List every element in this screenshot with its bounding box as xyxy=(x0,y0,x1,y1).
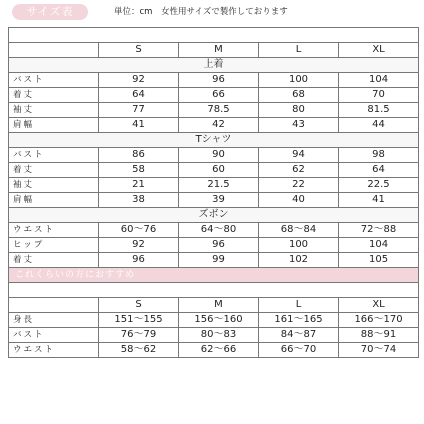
cell: 43 xyxy=(259,118,339,133)
table-row xyxy=(9,178,419,193)
cell: 166～170 xyxy=(339,313,419,328)
cell: 100 xyxy=(259,73,339,88)
size-xl: XL xyxy=(339,298,419,313)
cell: 76～79 xyxy=(99,328,179,343)
row-label: バスト xyxy=(9,148,99,163)
pants-section-row xyxy=(9,208,419,223)
cell: 100 xyxy=(259,238,339,253)
cell: 86 xyxy=(99,148,179,163)
cell: 161～165 xyxy=(259,313,339,328)
row-label: バスト xyxy=(9,73,99,88)
row-label: ヒップ xyxy=(9,238,99,253)
table-row xyxy=(9,193,419,208)
recommend-size-header-row xyxy=(9,298,419,313)
recommend-title-row xyxy=(9,268,419,283)
table-row xyxy=(9,88,419,103)
row-label: ウエスト xyxy=(9,223,99,238)
cell: 38 xyxy=(99,193,179,208)
table-row xyxy=(9,223,419,238)
blank-row xyxy=(9,28,419,43)
cell: 156～160 xyxy=(179,313,259,328)
cell: 60 xyxy=(179,163,259,178)
cell: 102 xyxy=(259,253,339,268)
cell: 104 xyxy=(339,73,419,88)
cell: 96 xyxy=(179,238,259,253)
cell: 60～76 xyxy=(99,223,179,238)
size-s: S xyxy=(99,43,179,58)
table-row xyxy=(9,328,419,343)
cell: 92 xyxy=(99,73,179,88)
cell: 92 xyxy=(99,238,179,253)
table-row xyxy=(9,103,419,118)
cell: 22 xyxy=(259,178,339,193)
size-l: L xyxy=(259,43,339,58)
cell: 58 xyxy=(99,163,179,178)
cell: 68 xyxy=(259,88,339,103)
cell: 80 xyxy=(259,103,339,118)
size-table xyxy=(8,27,419,358)
cell: 105 xyxy=(339,253,419,268)
size-chart-title: サイズ表 xyxy=(12,4,88,20)
header xyxy=(0,0,424,24)
size-xl: XL xyxy=(339,43,419,58)
cell: 70～74 xyxy=(339,343,419,358)
size-s: S xyxy=(99,298,179,313)
cell: 151～155 xyxy=(99,313,179,328)
table-row xyxy=(9,313,419,328)
size-m: M xyxy=(179,43,259,58)
cell: 39 xyxy=(179,193,259,208)
cell: 64 xyxy=(99,88,179,103)
cell: 21.5 xyxy=(179,178,259,193)
tops-section-row xyxy=(9,58,419,73)
cell: 21 xyxy=(99,178,179,193)
unit-note: 単位：cm 女性用サイズで製作しております xyxy=(114,7,288,17)
tshirt-section-label: Tシャツ xyxy=(9,133,419,148)
cell: 96 xyxy=(99,253,179,268)
cell: 77 xyxy=(99,103,179,118)
pants-section-label: ズボン xyxy=(9,208,419,223)
cell: 66 xyxy=(179,88,259,103)
cell: 98 xyxy=(339,148,419,163)
cell: 40 xyxy=(259,193,339,208)
size-l: L xyxy=(259,298,339,313)
cell: 66～70 xyxy=(259,343,339,358)
cell: 64～80 xyxy=(179,223,259,238)
row-label: 袖丈 xyxy=(9,103,99,118)
row-label: 肩幅 xyxy=(9,193,99,208)
row-label: 着丈 xyxy=(9,253,99,268)
tshirt-section-row xyxy=(9,133,419,148)
cell: 88～91 xyxy=(339,328,419,343)
recommend-title: これくらいの方におすすめ xyxy=(9,268,419,283)
table-row xyxy=(9,343,419,358)
size-m: M xyxy=(179,298,259,313)
table-row xyxy=(9,238,419,253)
cell: 90 xyxy=(179,148,259,163)
row-label: 袖丈 xyxy=(9,178,99,193)
table-row xyxy=(9,148,419,163)
cell: 99 xyxy=(179,253,259,268)
row-label: 肩幅 xyxy=(9,118,99,133)
cell: 84～87 xyxy=(259,328,339,343)
cell: 94 xyxy=(259,148,339,163)
cell: 96 xyxy=(179,73,259,88)
cell: 41 xyxy=(99,118,179,133)
row-label: 着丈 xyxy=(9,163,99,178)
blank-row xyxy=(9,283,419,298)
cell: 81.5 xyxy=(339,103,419,118)
cell: 62～66 xyxy=(179,343,259,358)
cell: 64 xyxy=(339,163,419,178)
cell: 78.5 xyxy=(179,103,259,118)
table-row xyxy=(9,253,419,268)
cell: 44 xyxy=(339,118,419,133)
row-label: 着丈 xyxy=(9,88,99,103)
table-row xyxy=(9,163,419,178)
cell: 72～88 xyxy=(339,223,419,238)
row-label: 身長 xyxy=(9,313,99,328)
cell: 68～84 xyxy=(259,223,339,238)
cell: 104 xyxy=(339,238,419,253)
cell: 22.5 xyxy=(339,178,419,193)
cell: 58～62 xyxy=(99,343,179,358)
table-row xyxy=(9,73,419,88)
cell: 42 xyxy=(179,118,259,133)
row-label: バスト xyxy=(9,328,99,343)
cell: 41 xyxy=(339,193,419,208)
cell: 62 xyxy=(259,163,339,178)
table-row xyxy=(9,118,419,133)
cell: 70 xyxy=(339,88,419,103)
tops-section-label: 上着 xyxy=(9,58,419,73)
cell: 80～83 xyxy=(179,328,259,343)
row-label: ウエスト xyxy=(9,343,99,358)
size-header-row xyxy=(9,43,419,58)
